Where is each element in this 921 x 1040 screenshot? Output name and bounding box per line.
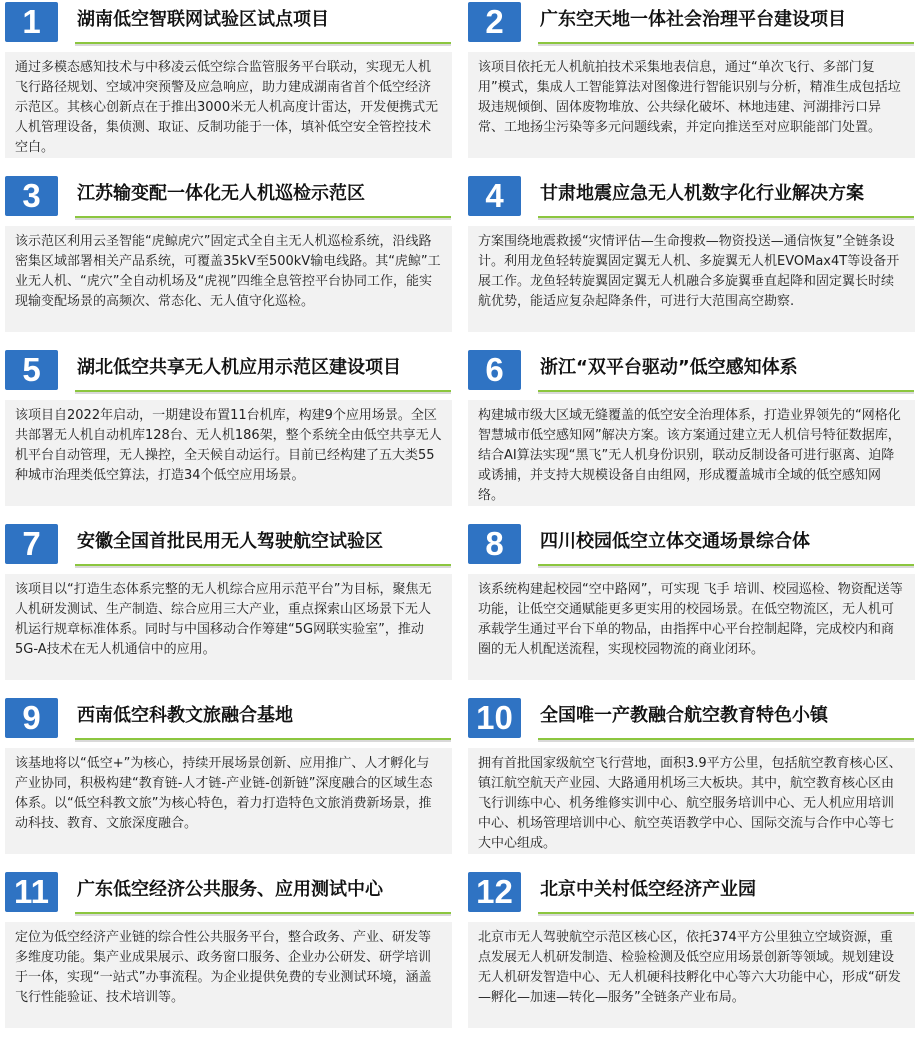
project-description: 该项目依托无人机航拍技术采集地表信息，通过“单次飞行、多部门复用”模式，集成人工智能算法对图像进行智能识别与分析，精准生成包括垃圾违规倾倒、固体废物堆放、公共绿化破坏、林地违建、河湖排污口异常、工地扬尘污染等多元问题线索，并定向推送至对应职能部门处置。	[468, 52, 915, 158]
project-title: 江苏输变配一体化无人机巡检示范区	[77, 183, 365, 204]
project-number-badge: 6	[468, 350, 521, 390]
project-description: 定位为低空经济产业链的综合性公共服务平台，整合政务、产业、研发等多维度功能。集产业成果展示、政务窗口服务、企业办公研发、研学培训于一体，实现“一站式”办事流程。为企业提供免费的专业测试环境，涵盖飞行性能验证、技术培训等。	[5, 922, 452, 1028]
project-title: 湖南低空智联网试验区试点项目	[77, 9, 329, 30]
project-title: 广东低空经济公共服务、应用测试中心	[77, 879, 383, 900]
title-underline	[538, 564, 914, 568]
title-underline	[75, 216, 451, 220]
project-number-badge: 4	[468, 176, 521, 216]
card-header	[5, 176, 451, 216]
project-number-badge: 1	[5, 2, 58, 42]
card-header	[5, 350, 451, 390]
project-title: 西南低空科教文旅融合基地	[77, 705, 293, 726]
project-number-badge: 5	[5, 350, 58, 390]
title-underline	[538, 390, 914, 394]
title-underline	[538, 42, 914, 46]
title-underline	[75, 912, 451, 916]
project-description: 该示范区利用云圣智能“虎鲸虎穴”固定式全自主无人机巡检系统，沿线路密集区域部署相关产品系统，可覆盖35kV至500kV输电线路。其“虎鲸”工业无人机、“虎穴”全自动机场及“虎视”四维全息管控平台协同工作，能实现输变配场景的高频次、常态化、无人值守化巡检。	[5, 226, 452, 332]
card-header	[468, 2, 914, 42]
project-number-badge: 7	[5, 524, 58, 564]
card-header	[468, 698, 914, 738]
title-underline	[538, 738, 914, 742]
project-number-badge: 11	[5, 872, 58, 912]
project-description: 通过多模态感知技术与中移凌云低空综合监管服务平台联动，实现无人机飞行路径规划、空域冲突预警及应急响应，助力建成湖南省首个低空经济示范区。其核心创新点在于推出3000米无人机高度计雷达，开发便携式无人机管理设备，集侦测、取证、反制功能于一体，填补低空安全管控技术空白。	[5, 52, 452, 158]
project-title: 全国唯一产教融合航空教育特色小镇	[540, 705, 828, 726]
card-header	[5, 872, 451, 912]
title-underline	[75, 42, 451, 46]
project-description: 北京市无人驾驶航空示范区核心区，依托374平方公里独立空域资源，重点发展无人机研发制造、检验检测及低空应用场景创新等领域。规划建设无人机研发智造中心、无人机硬科技孵化中心等六大功能中心，形成“研发—孵化—加速—转化—服务”全链条产业布局。	[468, 922, 915, 1028]
card-header	[468, 872, 914, 912]
project-description: 该项目自2022年启动，一期建设布置11台机库，构建9个应用场景。全区共部署无人机自动机库128台、无人机186架，整个系统全由低空共享无人机平台自动管理，无人操控，全天候自动运行。目前已经构建了五大类55种城市治理类低空算法，打造34个低空应用场景。	[5, 400, 452, 506]
card-header	[468, 524, 914, 564]
card-header	[5, 698, 451, 738]
project-description: 方案围绕地震救援“灾情评估—生命搜救—物资投送—通信恢复”全链条设计。利用龙鱼轻转旋翼固定翼无人机、多旋翼无人机EVOMax4T等设备开展工作。龙鱼轻转旋翼固定翼无人机融合多旋翼垂直起降和固定翼长时续航优势，能适应复杂起降条件，可进行大范围高空勘察.	[468, 226, 915, 332]
title-underline	[538, 912, 914, 916]
title-underline	[75, 390, 451, 394]
card-header	[468, 350, 914, 390]
project-description: 该系统构建起校园“空中路网”，可实现 飞手 培训、校园巡检、物资配送等功能，让低空交通赋能更多更实用的校园场景。在低空物流区，无人机可承载学生通过平台下单的物品，由指挥中心平台控制起降，完成校内和商圈的无人机配送流程，实现校园物流的商业闭环。	[468, 574, 915, 680]
project-number-badge: 12	[468, 872, 521, 912]
project-number-badge: 9	[5, 698, 58, 738]
project-title: 浙江“双平台驱动”低空感知体系	[540, 357, 798, 378]
title-underline	[538, 216, 914, 220]
project-title: 安徽全国首批民用无人驾驶航空试验区	[77, 531, 383, 552]
project-number-badge: 3	[5, 176, 58, 216]
project-title: 广东空天地一体社会治理平台建设项目	[540, 9, 846, 30]
project-number-badge: 10	[468, 698, 521, 738]
project-description: 该项目以“打造生态体系完整的无人机综合应用示范平台”为目标，聚焦无人机研发测试、生产制造、综合应用三大产业，重点探索山区场景下无人机运行规章标准体系。同时与中国移动合作筹建“5G网联实验室”，推动5G-A技术在无人机通信中的应用。	[5, 574, 452, 680]
card-header	[468, 176, 914, 216]
project-title: 北京中关村低空经济产业园	[540, 879, 756, 900]
project-number-badge: 2	[468, 2, 521, 42]
project-title: 湖北低空共享无人机应用示范区建设项目	[77, 357, 401, 378]
project-description: 该基地将以“低空+”为核心，持续开展场景创新、应用推广、人才孵化与产业协同，积极构建“教育链-人才链-产业链-创新链”深度融合的区域生态体系。以“低空科教文旅”为核心特色，着力打造特色文旅消费新场景，推动科技、教育、文旅深度融合。	[5, 748, 452, 854]
card-header	[5, 524, 451, 564]
project-title: 甘肃地震应急无人机数字化行业解决方案	[540, 183, 864, 204]
title-underline	[75, 738, 451, 742]
project-description: 拥有首批国家级航空飞行营地，面积3.9平方公里，包括航空教育核心区、镇江航空航天产业园、大路通用机场三大板块。其中，航空教育核心区由飞行训练中心、机务维修实训中心、航空服务培训中心、无人机应用培训中心、机场管理培训中心、航空英语教学中心、国际交流与合作中心等七大中心组成。	[468, 748, 915, 854]
title-underline	[75, 564, 451, 568]
project-number-badge: 8	[468, 524, 521, 564]
card-header	[5, 2, 451, 42]
project-description: 构建城市级大区域无缝覆盖的低空安全治理体系，打造业界领先的“网格化智慧城市低空感知网”解决方案。该方案通过建立无人机信号特征数据库，结合AI算法实现“黑飞”无人机身份识别，联动反制设备可进行驱离、迫降或诱捕，并支持大规模设备自由组网，形成覆盖城市全域的低空感知网络。	[468, 400, 915, 506]
project-title: 四川校园低空立体交通场景综合体	[540, 531, 810, 552]
